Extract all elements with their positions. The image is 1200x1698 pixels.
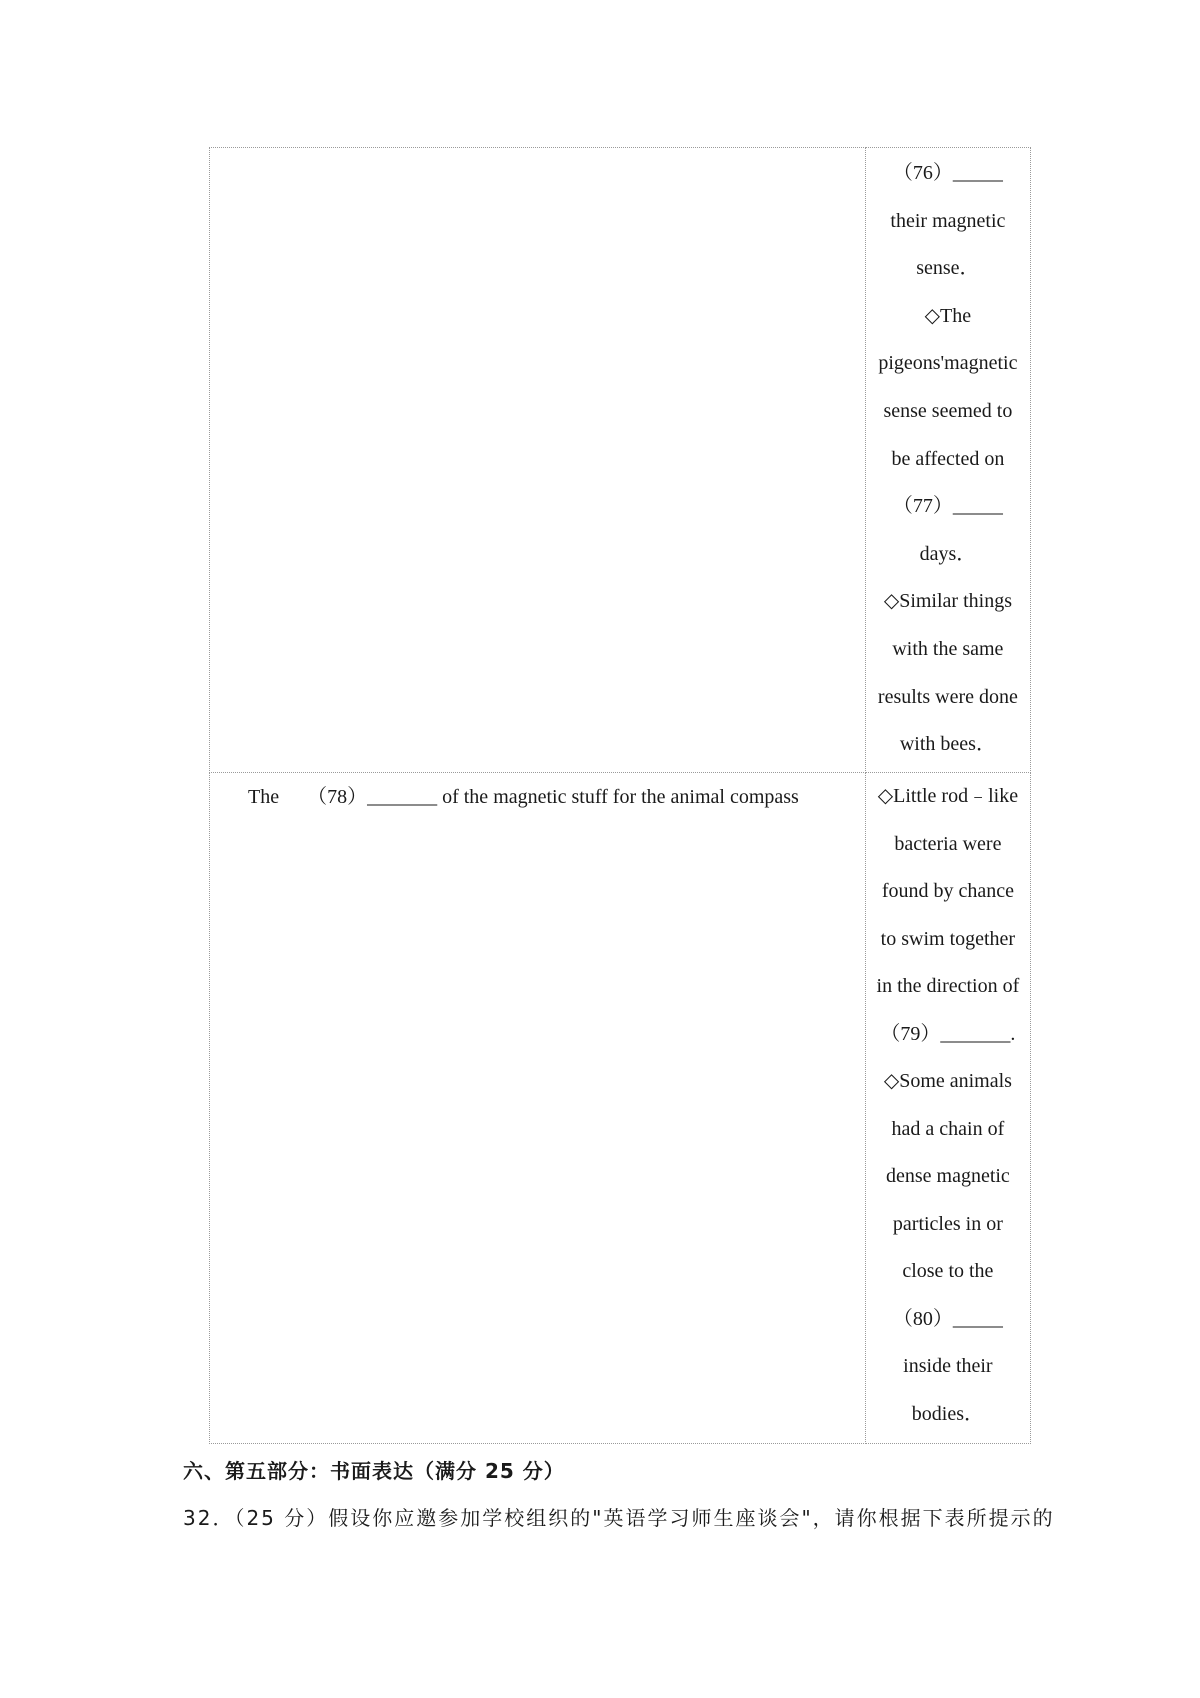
cell-line: with bees．	[899, 733, 996, 756]
cell-line: results were done	[877, 685, 1018, 708]
cell-line: bodies．	[911, 1402, 984, 1425]
cell-line: inside their	[903, 1355, 993, 1377]
notes-table	[209, 147, 1031, 1444]
section-title: 六、第五部分：书面表达（满分 25 分）	[183, 1459, 565, 1483]
cell-text	[866, 148, 1030, 769]
cell-line: ◇Similar things	[883, 590, 1012, 613]
question-32-text: 32．（25 分）假设你应邀参加学校组织的"英语学习师生座谈会"，请你根据下表所提示的	[183, 1506, 1055, 1530]
cell-line: sense seemed to	[883, 399, 1013, 422]
cell-line: with the same	[892, 637, 1004, 660]
cell-line: found by chance	[881, 880, 1014, 902]
blank-78: （78）_______	[307, 786, 438, 808]
table-cell-left	[210, 773, 866, 1444]
table-row	[210, 773, 1031, 1444]
cell-line: （77）_____	[892, 495, 1003, 518]
cell-line: be affected on	[891, 447, 1005, 470]
cell-line: to swim together	[880, 927, 1016, 950]
cell-line: in the direction of	[876, 975, 1020, 997]
cell-text	[210, 773, 865, 809]
cell-line: had a chain of	[891, 1117, 1005, 1140]
table-cell-right	[865, 148, 1030, 773]
cell-line: pigeons'magnetic	[878, 352, 1018, 375]
cell-line: bacteria were	[894, 832, 1002, 855]
cell-text	[866, 773, 1030, 1438]
cell-line: ◇Some animals	[883, 1070, 1012, 1092]
table-row	[210, 148, 1031, 773]
table-cell-left-empty	[210, 148, 866, 773]
cell-line: their magnetic	[890, 209, 1006, 232]
cell-line: （79）_______.	[880, 1022, 1016, 1045]
cell-line: ◇The	[924, 304, 972, 327]
cell-line: particles in or	[892, 1212, 1003, 1235]
cell-line: （76）_____	[892, 162, 1003, 184]
cell-line: （80）_____	[892, 1307, 1003, 1330]
heading-word: The	[248, 786, 280, 808]
cell-line: dense magnetic	[885, 1165, 1010, 1187]
heading-rest: of the magnetic stuff for the animal compass	[442, 786, 799, 808]
table-cell-right	[865, 773, 1030, 1444]
cell-line: ◇Little rod﹣like	[877, 785, 1019, 807]
cell-line: days．	[919, 542, 977, 565]
cell-line: close to the	[902, 1260, 994, 1282]
cell-line: sense．	[916, 257, 980, 280]
